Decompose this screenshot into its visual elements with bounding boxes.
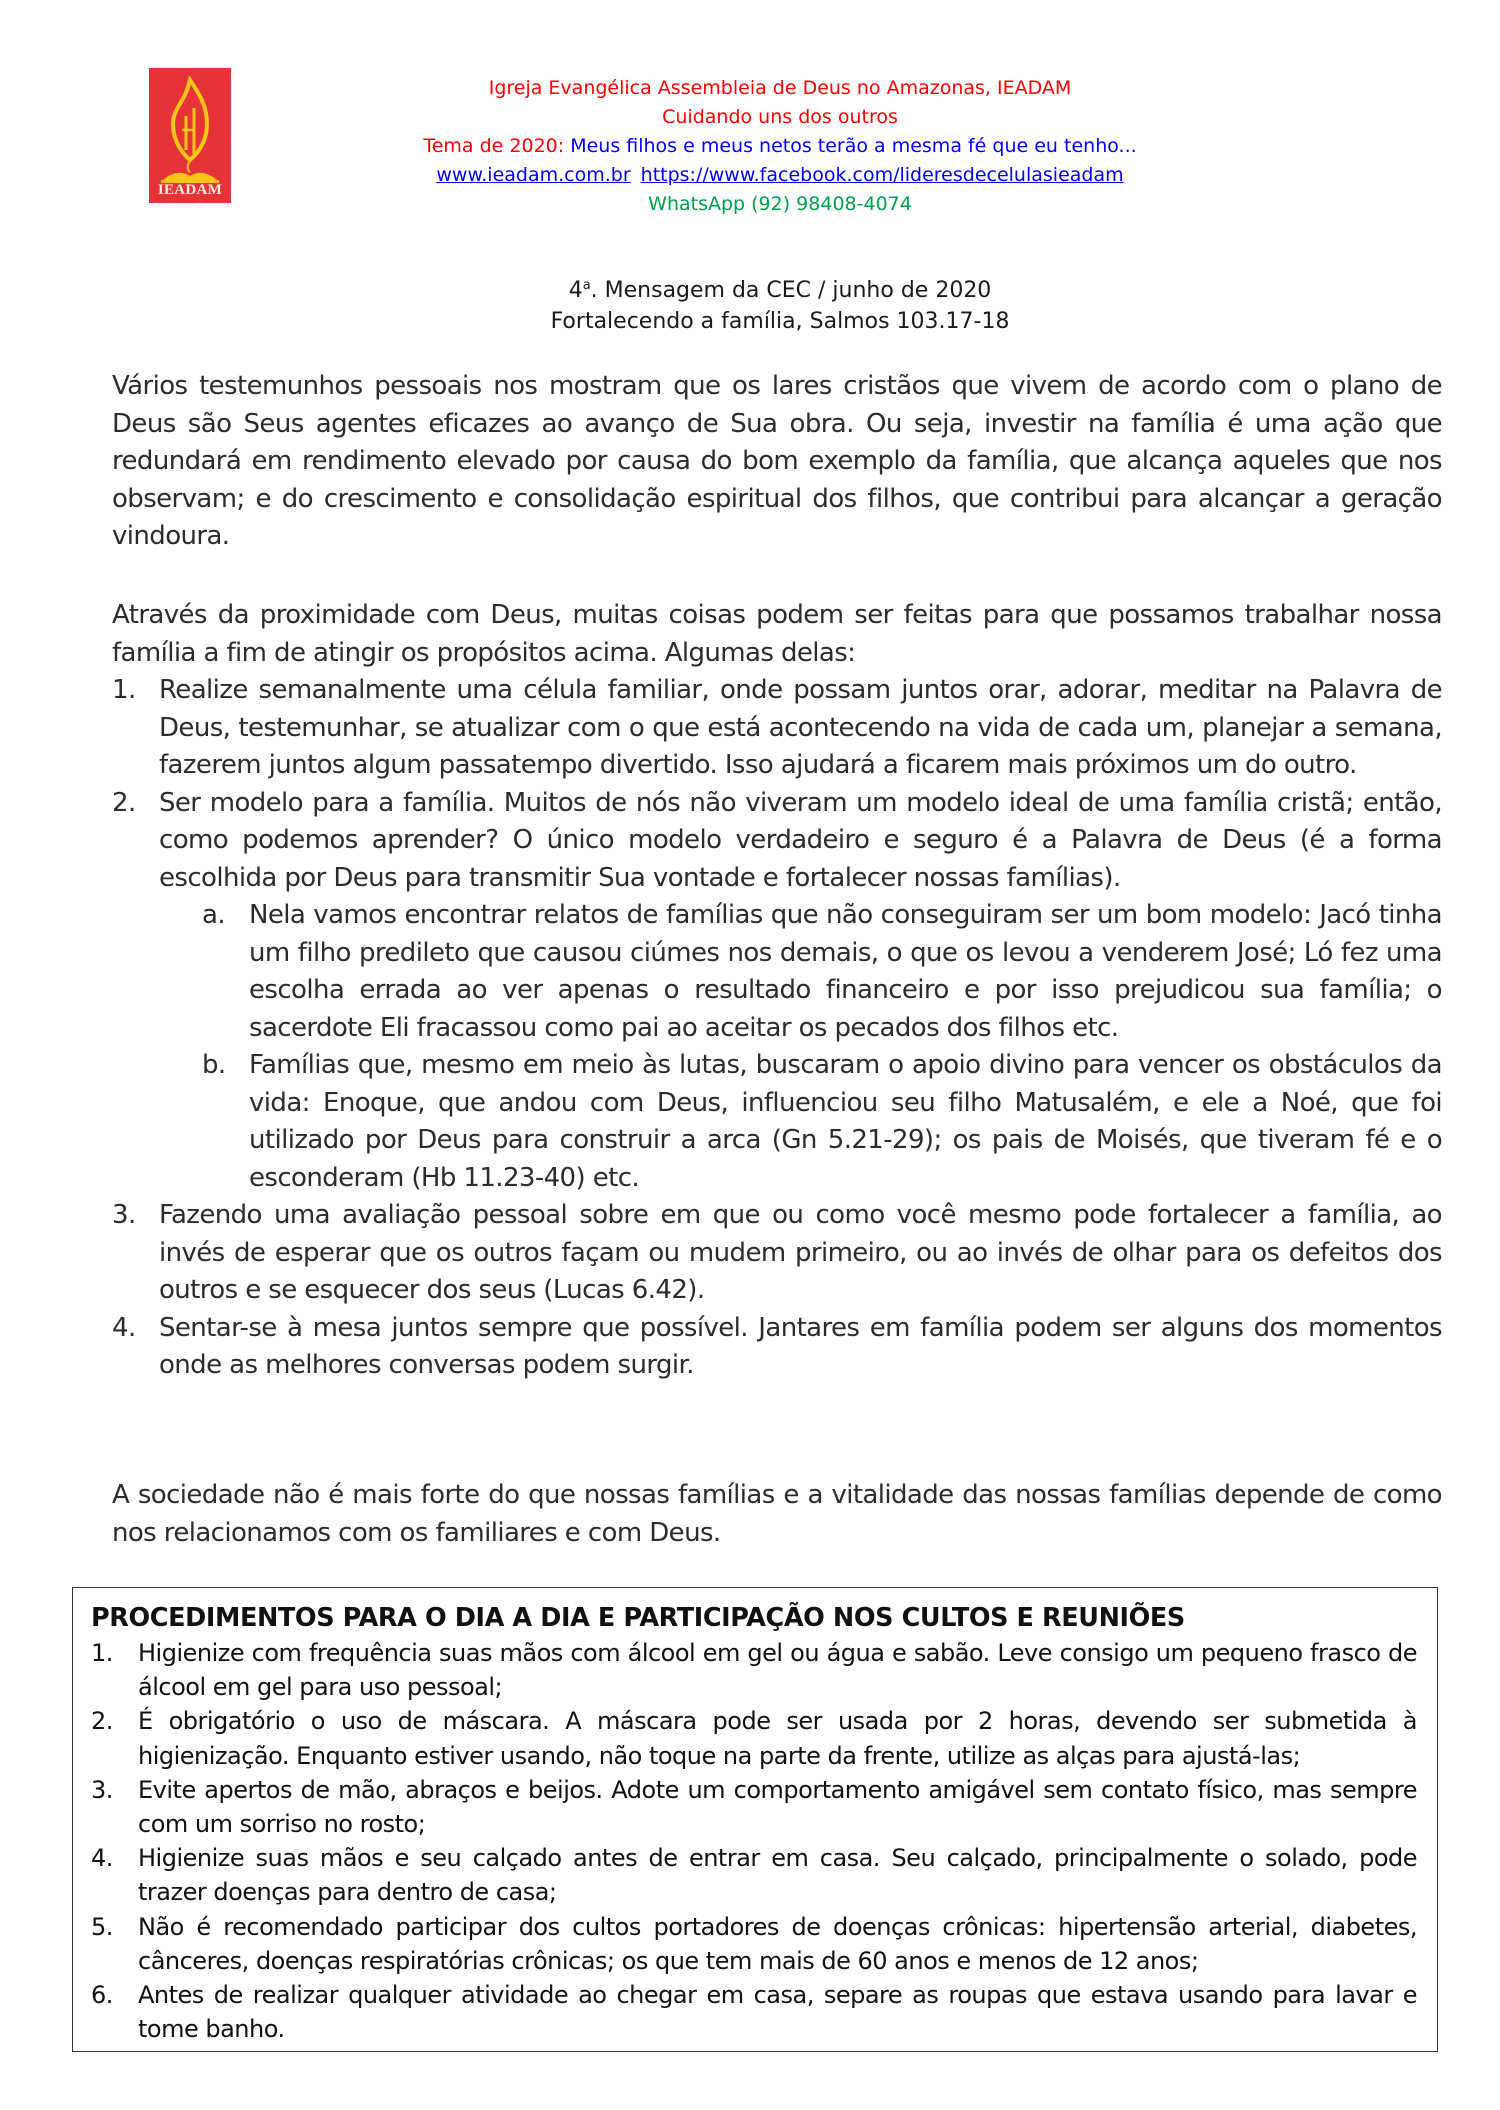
intro-paragraph: Vários testemunhos pessoais nos mostram que os lares cristãos que vivem de acordo com o plano de Deus são Seus agentes eficazes ao avanço de Sua obra. Ou seja, investir na família é uma ação que redundará em rendimento elevado por causa do bom exemplo da família, que alcança aqueles que nos observam; e do crescimento e consolidação espiritual dos filhos, que contribui para alcançar a geração vindoura. [112,371,1442,551]
closing-paragraph: A sociedade não é mais forte do que nossas famílias e a vitalidade das nossas famílias depende de como nos relacionamos com os familiares e com Deus. [112,1480,1442,1548]
message-title [300,270,1260,337]
procedure-item [91,1978,1417,2046]
procedure-item [91,1841,1417,1909]
procedure-number: 3. [91,1775,113,1804]
main-list-continued [112,1197,1442,1385]
list-item [112,1310,1442,1385]
procedures-title: PROCEDIMENTOS PARA O DIA A DIA E PARTICIPAÇÃO NOS CULTOS E REUNIÕES [91,1603,1185,1633]
procedure-item [91,1910,1417,1978]
title-ordinal-sup: a [582,278,591,293]
second-paragraph: Através da proximidade com Deus, muitas coisas podem ser feitas para que possamos trabalhar nossa família a fim de atingir os propósitos acima. Algumas delas: [112,600,1442,668]
logo-text: IEADAM [157,182,223,198]
slogan: Cuidando uns dos outros [662,106,898,128]
title-line-1 [300,270,1260,306]
procedure-item [91,1773,1417,1841]
facebook-link[interactable]: https://www.facebook.com/lideresdecelulasieadam [640,164,1124,186]
procedure-item [91,1704,1417,1772]
procedure-number: 1. [91,1639,113,1667]
main-section [112,597,1442,1385]
procedure-text: Evite apertos de mão, abraços e beijos. Adote um comportamento amigável sem contato físico, mas sempre com um sorriso no rosto; [138,1775,1417,1839]
procedure-number: 4. [91,1844,113,1873]
church-logo [149,68,231,203]
procedure-text: Antes de realizar qualquer atividade ao chegar em casa, separe as roupas que estava usando para lavar e tome banho. [138,1981,1417,2044]
title-line-1-text: . Mensagem da CEC / junho de 2020 [590,278,992,303]
procedures-box [72,1587,1438,2052]
church-name: Igreja Evangélica Assembleia de Deus no Amazonas, IEADAM [488,77,1072,99]
list-number: 1. [112,675,136,705]
sub-list-letter: a. [202,900,225,930]
list-number: 3. [112,1200,136,1230]
procedure-text: É obrigatório o uso de máscara. A máscara pode ser usada por 2 horas, devendo ser submetida à higienização. Enquanto estiver usando, não toque na parte da frente, utilize as alças para ajustá-las; [138,1707,1417,1770]
procedure-text: Higienize suas mãos e seu calçado antes de entrar em casa. Seu calçado, principalmente o solado, pode trazer doenças para dentro de casa; [138,1844,1417,1907]
title-ordinal: 4 [568,278,583,303]
links-line [300,161,1260,190]
sub-list-item-text: Nela vamos encontrar relatos de famílias que não conseguiram ser um bom modelo: Jacó tinha um filho predileto que causou ciúmes nos demais, o que os levou a venderem José; Ló fez uma escolha errada ao ver apenas o resultado financeiro e por isso prejudicou sua família; o sacerdote Eli fracassou como pai ao aceitar os pecados dos filhos etc. [249,900,1442,1043]
procedure-text: Não é recomendado participar dos cultos portadores de doenças crônicas: hipertensão arterial, diabetes, cânceres, doenças respiratórias crônicas; os que tem mais de 60 anos e menos de 12 anos; [138,1912,1417,1975]
theme-line [300,132,1260,161]
list-item [112,672,1442,785]
theme-text: Meus filhos e meus netos terão a mesma fé que eu tenho... [570,135,1137,157]
list-item-text: Ser modelo para a família. Muitos de nós não viveram um modelo ideal de uma família cristã; então, como podemos aprender? O único modelo verdadeiro e seguro é a Palavra de Deus (é a forma escolhida por Deus para transmitir Sua vontade e fortalecer nossas famílias). [159,787,1442,893]
list-item-text: Sentar-se à mesa juntos sempre que possível. Jantares em família podem ser alguns dos momentos onde as melhores conversas podem surgir. [159,1312,1442,1380]
procedure-number: 2. [91,1707,113,1736]
whatsapp-contact: WhatsApp (92) 98408-4074 [648,193,912,215]
sub-list-letter: b. [202,1050,226,1080]
website-link[interactable]: www.ieadam.com.br [436,164,631,186]
sub-list-item-text: Famílias que, mesmo em meio às lutas, buscaram o apoio divino para vencer os obstáculos da vida: Enoque, que andou com Deus, influenciou seu filho Matusalém, e ele a Noé, que foi utilizado por Deus para construir a arca (Gn 5.21-29); os pais de Moisés, que tiveram fé e o esconderam (Hb 11.23-40) etc. [249,1050,1442,1193]
sub-list-item [202,1047,1442,1197]
main-list [112,672,1442,897]
title-line-2: Fortalecendo a família, Salmos 103.17-18 [550,309,1010,334]
list-item [112,785,1442,898]
list-number: 4. [112,1312,136,1343]
theme-label: Tema de 2020: [423,135,565,157]
list-number: 2. [112,787,136,818]
procedure-item [91,1636,1417,1704]
list-item-text: Fazendo uma avaliação pessoal sobre em que ou como você mesmo pode fortalecer a família, ao invés de esperar que os outros façam ou mudem primeiro, ou ao invés de olhar para os defeitos dos outros e se esquecer dos seus (Lucas 6.42). [159,1200,1442,1305]
list-item [112,1197,1442,1310]
procedures-list [91,1636,1417,2046]
procedure-number: 5. [91,1912,113,1941]
sub-list-item [202,897,1442,1047]
sub-list [112,897,1442,1197]
document-header [300,74,1260,219]
procedure-text: Higienize com frequência suas mãos com álcool em gel ou água e sabão. Leve consigo um pequeno frasco de álcool em gel para uso pessoal; [138,1639,1417,1702]
list-item-text: Realize semanalmente uma célula familiar, onde possam juntos orar, adorar, meditar na Palavra de Deus, testemunhar, se atualizar com o que está acontecendo na vida de cada um, planejar a semana, fazerem juntos algum passatempo divertido. Isso ajudará a ficarem mais próximos um do outro. [159,675,1442,780]
procedure-number: 6. [91,1981,113,2010]
